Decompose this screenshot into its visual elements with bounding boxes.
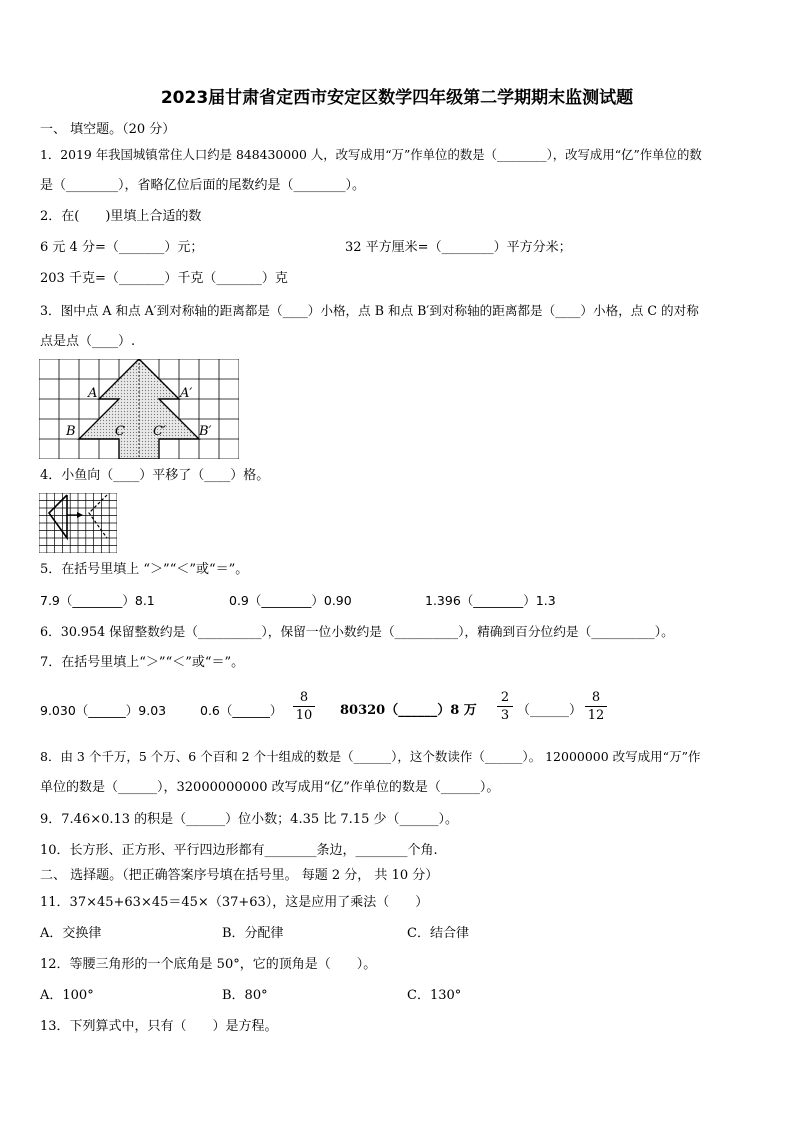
question-5: 5．在括号里填上 “＞”“＜”或“＝”。 <box>40 562 249 577</box>
question-13: 13．下列算式中，只有（ ）是方程。 <box>40 1019 278 1034</box>
fraction-denominator: 10 <box>295 708 313 723</box>
question-6: 6．30.954 保留整数约是（__________），保留一位小数约是（__________），精确到百分位约是（__________）。 <box>40 624 674 639</box>
fraction-8-12 <box>585 690 607 723</box>
fraction-denominator: 3 <box>500 708 510 723</box>
question-12: 12．等腰三角形的一个底角是 50°，它的顶角是（ ）。 <box>40 957 377 972</box>
question-10: 10．长方形、正方形、平行四边形都有________条边，________个角. <box>40 843 438 858</box>
fraction-denominator: 12 <box>587 708 605 723</box>
question-7: 7．在括号里填上“＞”“＜”或“＝”。 <box>40 655 245 670</box>
label-B: B <box>66 424 76 439</box>
symmetry-tree-figure <box>39 359 239 459</box>
question-7-part-b: 0.6（______） <box>200 703 283 718</box>
fish-original <box>49 495 67 538</box>
question-7-part-c: 80320（______）8 万 <box>340 703 477 718</box>
question-4: 4．小鱼向（____）平移了（____）格。 <box>40 468 270 483</box>
fish-translation-figure <box>39 493 117 553</box>
fraction-2-3 <box>497 690 513 723</box>
question-11: 11．37×45+63×45＝45×（37+63），这是应用了乘法（ ） <box>40 895 429 910</box>
question-2-part-b: 32 平方厘米=（________）平方分米； <box>345 240 572 255</box>
question-2: 2．在( )里填上合适的数 <box>40 209 202 224</box>
label-A: A <box>88 386 98 401</box>
fraction-8-10 <box>293 690 315 723</box>
question-7-part-d: （______） <box>517 703 583 718</box>
question-2-part-a: 6 元 4 分=（_______）元； <box>40 240 204 255</box>
question-2-part-c: 203 千克=（_______）千克（_______）克 <box>40 271 288 286</box>
label-B-prime: B′ <box>199 424 212 439</box>
question-8-line-2: 单位的数是（______），32000000000 改写成用“亿”作单位的数是（______）。 <box>40 780 500 795</box>
question-1-line-1: 1．2019 年我国城镇常住人口约是 848430000 人，改写成用“万”作单位的数是（________），改写成用“亿”作单位的数 <box>40 147 702 162</box>
question-5-part-c: 1.396（________）1.3 <box>425 593 556 608</box>
fraction-numerator: 8 <box>591 690 601 705</box>
question-5-part-b: 0.9（________）0.90 <box>229 593 352 608</box>
fraction-numerator: 2 <box>500 690 510 705</box>
question-12-option-a: A．100° <box>40 988 94 1003</box>
question-11-option-c: C．结合律 <box>407 926 469 941</box>
section-2-heading: 二、 选择题。（把正确答案序号填在括号里。 每题 2 分， 共 10 分） <box>40 868 439 883</box>
question-11-option-a: A．交换律 <box>40 926 102 941</box>
translation-arrow <box>77 512 83 518</box>
question-8-line-1: 8．由 3 个千万，5 个万、6 个百和 2 个十组成的数是（______），这个数读作（______）。 12000000 改写成用“万”作 <box>40 749 701 764</box>
question-11-option-b: B．分配律 <box>222 926 284 941</box>
fraction-numerator: 8 <box>299 690 309 705</box>
question-12-option-b: B．80° <box>222 988 268 1003</box>
label-C: C <box>115 424 125 439</box>
section-1-heading: 一、 填空题。（20 分） <box>40 122 176 137</box>
question-12-option-c: C．130° <box>407 988 462 1003</box>
page-title: 2023届甘肃省定西市安定区数学四年级第二学期期末监测试题 <box>160 88 634 108</box>
label-A-prime: A′ <box>180 386 193 401</box>
question-3-line-2: 点是点（____）. <box>40 334 136 349</box>
fish-translated <box>89 495 107 538</box>
question-3-line-1: 3．图中点 A 和点 A′到对称轴的距离都是（____）小格，点 B 和点 B′到对称轴的距离都是（____）小格，点 C 的对称 <box>40 303 699 318</box>
question-1-line-2: 是（________），省略亿位后面的尾数约是（________）。 <box>40 178 366 193</box>
question-9: 9．7.46×0.13 的积是（______）位小数；4.35 比 7.15 少（______）。 <box>40 812 458 827</box>
question-7-part-a: 9.030（______）9.03 <box>40 703 167 718</box>
question-5-part-a: 7.9（________）8.1 <box>40 593 155 608</box>
label-C-prime: C′ <box>153 424 166 439</box>
